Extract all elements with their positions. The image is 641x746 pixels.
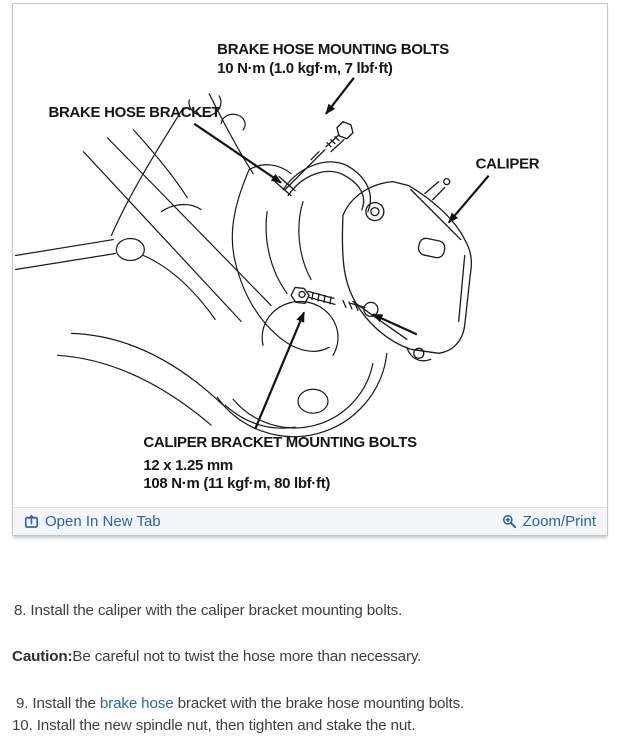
figure-viewer (12, 3, 608, 536)
label-caliper-bracket-bolt-torque: 108 N·m (11 kgf·m, 80 lbf·ft) (143, 475, 331, 493)
open-in-new-tab-icon (24, 514, 39, 529)
step-10: 10. Install the new spindle nut, then tighten and stake the nut. (12, 717, 416, 734)
label-caliper: CALIPER (475, 155, 540, 173)
label-arrows (194, 78, 488, 429)
caution-note (12, 648, 421, 665)
brake-hose-art (275, 152, 370, 212)
label-brake-hose-mounting-bolts: BRAKE HOSE MOUNTING BOLTS (217, 40, 449, 58)
open-in-new-tab-label: Open In New Tab (45, 513, 161, 530)
caution-text: Be careful not to twist the hose more than necessary. (72, 648, 422, 665)
brake-caliper-diagram (13, 4, 607, 507)
zoom-print-label: Zoom/Print (522, 513, 596, 530)
open-in-new-tab-link[interactable] (24, 513, 161, 530)
viewer-toolbar (13, 507, 607, 535)
step-9 (16, 695, 464, 712)
knuckle-strut-art (16, 94, 387, 437)
step-9-post: bracket with the brake hose mounting bolts. (173, 695, 465, 712)
caliper-line-drawing (13, 4, 607, 507)
label-brake-hose-mounting-bolts-torque: 10 N·m (1.0 kgf·m, 7 lbf·ft) (217, 59, 393, 77)
step-9-pre: 9. Install the (16, 695, 100, 712)
caution-label: Caution: (12, 648, 73, 665)
step-8: 8. Install the caliper with the caliper bracket mounting bolts. (14, 602, 403, 619)
label-caliper-bracket-mounting-bolts: CALIPER BRACKET MOUNTING BOLTS (143, 434, 417, 452)
caliper-art (342, 179, 471, 361)
label-brake-hose-bracket: BRAKE HOSE BRACKET (48, 103, 221, 121)
label-caliper-bracket-bolt-size: 12 x 1.25 mm (143, 457, 233, 475)
zoom-print-link[interactable] (502, 513, 596, 530)
zoom-print-icon (502, 514, 517, 529)
brake-hose-link[interactable]: brake hose (99, 695, 174, 712)
hose-mounting-bolt-art (285, 122, 353, 190)
